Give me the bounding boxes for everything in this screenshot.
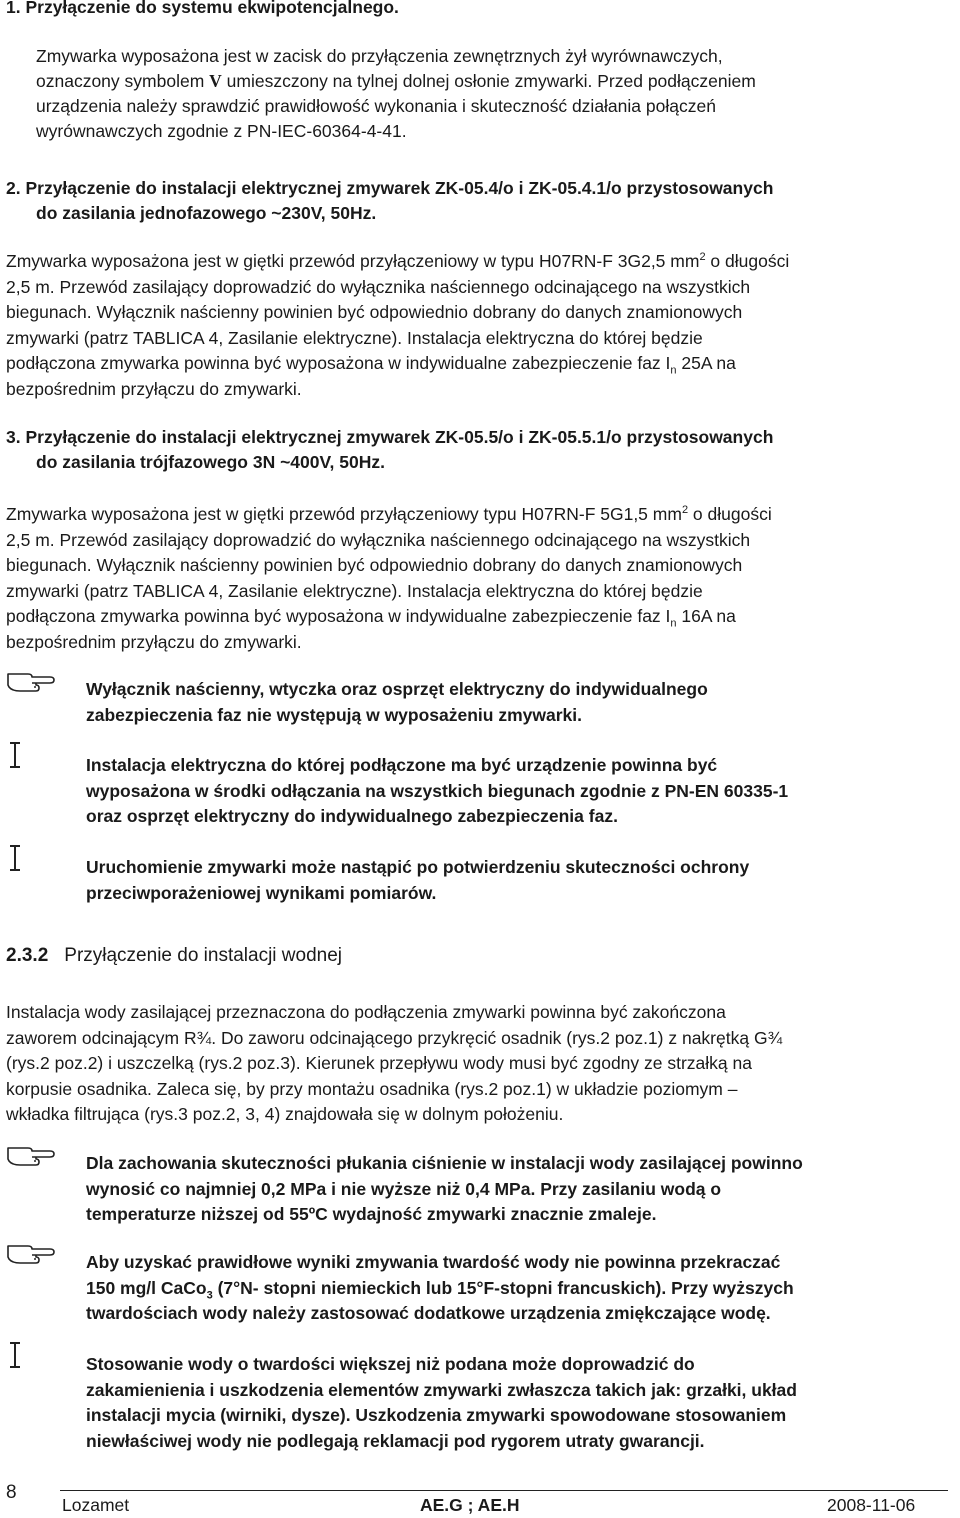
footer-company: Lozamet — [62, 1495, 130, 1515]
section-232-heading: 2.3.2 Przyłączenie do instalacji wodnej — [6, 945, 343, 966]
page-number: 8 — [6, 1482, 17, 1503]
section-3-body: Zmywarka wyposażona jest w giętki przewód przyłączeniowy typu H07RN-F 5G1,5 $mm^2$ o długości 2,5 m. Przewód zasilający doprowadzić do wyłącznika naściennego odcinającego na wszystkich biegunach. Wyłącznik naścienny powinien być odpowiednio dobrany do danych znamionowych zmywarki (patrz TABLICA 4, Zasilanie elektryczne). Instalacja elektryczna do której będzie podłączona zmywarka powinna być wyposażona w indywidualne zabezpieczenie faz $I_n$ 16A na bezpośrednim przyłączu do zmywarki. — [6, 504, 772, 652]
section-232-body: Instalacja wody zasilającej przeznaczona do podłączenia zmywarki powinna być zakończona zaworem odcinającym R¾. Do zaworu odcinającego przykręcić osadnik (rys.2 poz.1) z nakrętką G¾ (rys.2 poz.2) i uszczelką (rys.2 poz.3). Kierunek przepływu wody musi być zgodny ze strzałką na korpusie osadnika. Zaleca się, by przy montażu osadnika (rys.2 poz.1) w układzie poziomym – wkładka filtrująca (rys.3 poz.2, 3, 4) znajdowała się w dolnym położeniu. — [6, 1002, 783, 1124]
note-hard-water-warning: Stosowanie wody o twardości większej niż podana może doprowadzić do zakamienienia i uszkodzenia elementów zmywarki zwłaszcza takich jak: grzałki, układ instalacji mycia (wirniki, dysze). Uszkodzenia zmywarki spowodowane stosowaniem niewłaściwej wody nie podlegają reklamacji pod rygorem utraty gwarancji. — [86, 1354, 797, 1451]
section-3-heading: 3. Przyłączenie do instalacji elektrycznej zmywarek ZK-05.5/o i ZK-05.5.1/o przystosowanych do zasilania trójfazowego 3N ~400V, 50Hz. — [6, 427, 774, 472]
pointing-hand-icon — [6, 666, 56, 696]
pointing-hand-icon — [6, 1238, 56, 1268]
note-startup-protection: Uruchomienie zmywarki może nastąpić po potwierdzeniu skuteczności ochrony przeciwporażeniowej wynikami pomiarów. — [86, 857, 750, 903]
section-2-heading: 2. Przyłączenie do instalacji elektrycznej zmywarek ZK-05.4/o i ZK-05.4.1/o przystosowanych do zasilania jednofazowego ~230V, 50Hz. — [6, 178, 774, 223]
note-installation-disconnect: Instalacja elektryczna do której podłączone ma być urządzenie powinna być wyposażona w środki odłączania na wszystkich biegunach zgodnie z PN-EN 60335-1 oraz osprzęt elektryczny do indywidualnego zabezpieczenia faz. — [86, 755, 789, 826]
footer-model: AE.G ; AE.H — [420, 1495, 520, 1515]
section-1-line-2: oznaczony symbolem V umieszczony na tylnej dolnej osłonie zmywarki. Przed podłączeniem — [36, 71, 756, 91]
warning-i-icon — [8, 740, 22, 770]
warning-i-icon — [8, 1340, 22, 1370]
note-water-pressure: Dla zachowania skuteczności płukania ciśnienie w instalacji wody zasilającej powinno wynosić co najmniej 0,2 MPa i nie wyższe niż 0,4 MPa. Przy zasilaniu wodą o temperaturze niższej od 55ºC wydajność zmywarki znacznie zmaleje. — [86, 1153, 803, 1224]
section-2-body: Zmywarka wyposażona jest w giętki przewód przyłączeniowy w typu H07RN-F 3G2,5 $mm^2$ o długości 2,5 m. Przewód zasilający doprowadzić do wyłącznika naściennego odcinającego na wszystkich biegunach. Wyłącznik naścienny powinien być odpowiednio dobrany do danych znamionowych zmywarki (patrz TABLICA 4, Zasilanie elektryczne). Instalacja elektryczna do której będzie podłączona zmywarka powinna być wyposażona w indywidualne zabezpieczenie faz $I_n$ 25A na bezpośrednim przyłączu do zmywarki. — [6, 251, 790, 399]
section-1-line-4: wyrównawczych zgodnie z PN-IEC-60364-4-41. — [36, 121, 407, 141]
note-wall-switch: Wyłącznik naścienny, wtyczka oraz osprzęt elektryczny do indywidualnego zabezpieczenia faz nie występują w wyposażeniu zmywarki. — [86, 679, 708, 725]
footer-date: 2008-11-06 — [827, 1495, 916, 1515]
warning-i-icon — [8, 843, 22, 873]
equipotential-symbol: V — [209, 71, 222, 91]
section-1-heading: 1. Przyłączenie do systemu ekwipotencjalnego. — [6, 0, 399, 17]
footer-rule — [60, 1490, 948, 1491]
note-water-hardness: Aby uzyskać prawidłowe wyniki zmywania twardość wody nie powinna przekraczać 150 mg/l CaCo$_3$ (7°N- stopni niemieckich lub 15°F-stopni francuskich). Przy wyższych twardościach wody należy zastosować dodatkowe urządzenia zmiękczające wodę. — [86, 1252, 794, 1323]
section-1-line-1: Zmywarka wyposażona jest w zacisk do przyłączenia zewnętrznych żył wyrównawczych, — [36, 46, 723, 66]
section-1-line-3: urządzenia należy sprawdzić prawidłowość wykonania i skuteczność działania połączeń — [36, 96, 716, 116]
pointing-hand-icon — [6, 1140, 56, 1170]
section-1-body — [36, 44, 956, 144]
